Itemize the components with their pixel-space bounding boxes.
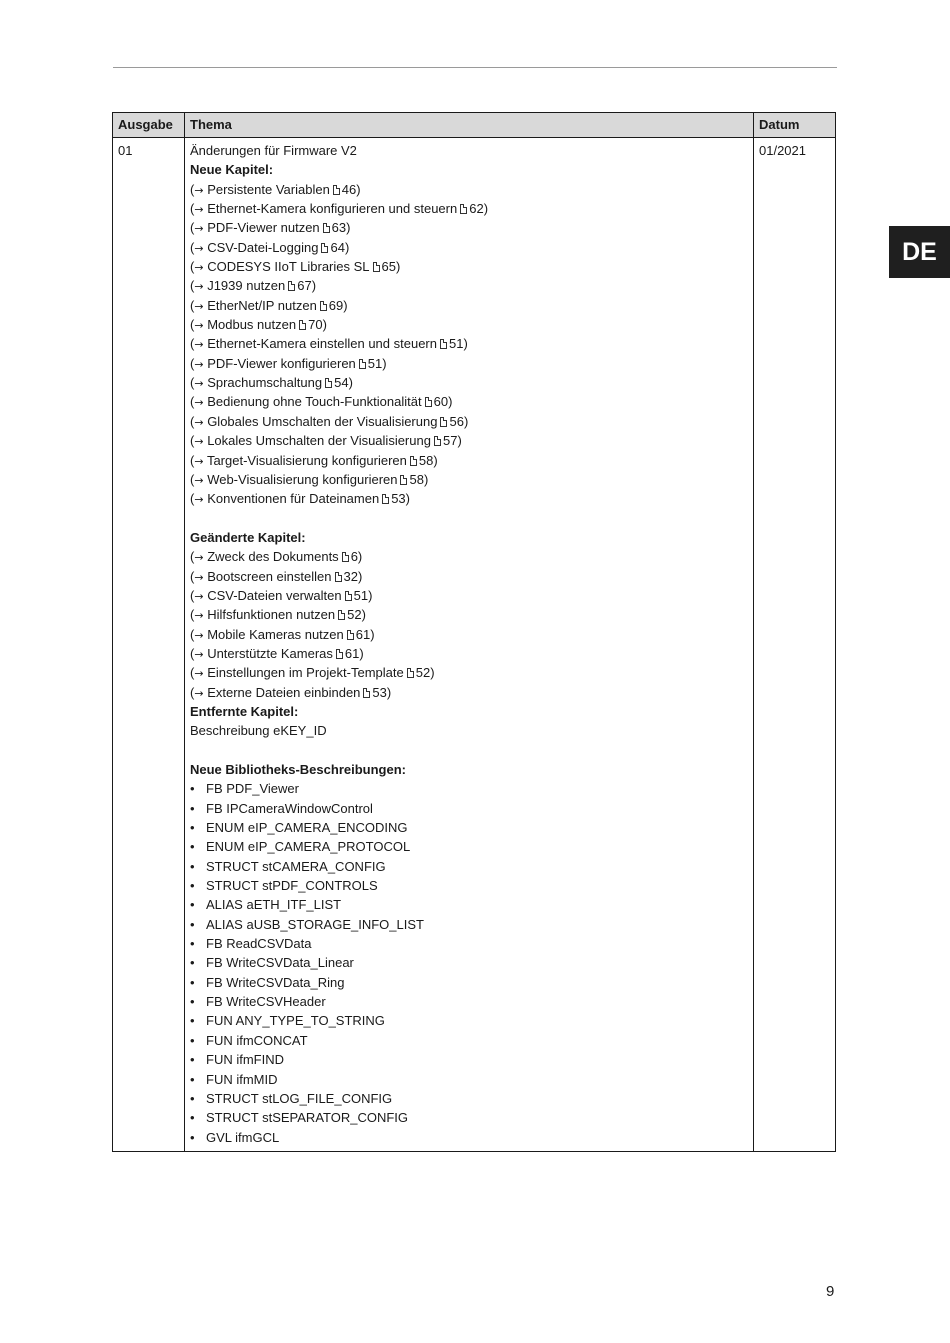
chapter-reference[interactable] [190, 354, 748, 373]
reference-page: 70 [308, 317, 323, 333]
paren-open: ( [190, 239, 195, 255]
page-icon [347, 630, 354, 640]
chapter-reference[interactable] [190, 683, 748, 702]
paren-close: ) [356, 181, 361, 197]
arrow-icon: → [194, 280, 204, 294]
chapter-reference[interactable] [190, 663, 748, 682]
library-name: STRUCT stCAMERA_CONFIG [206, 858, 386, 874]
list-item [190, 992, 748, 1011]
arrow-icon: → [194, 473, 204, 487]
list-item [190, 876, 748, 895]
chapter-reference[interactable] [190, 373, 748, 392]
reference-page: 53 [372, 684, 387, 700]
spacer [190, 509, 748, 528]
page-icon [338, 610, 345, 620]
chapter-reference[interactable] [190, 586, 748, 605]
paren-open: ( [190, 413, 195, 429]
reference-page: 57 [442, 433, 458, 449]
bullet-icon: • [190, 878, 195, 894]
reference-title: Hilfsfunktionen nutzen [207, 607, 336, 623]
paren-open: ( [190, 587, 195, 603]
bullet-icon: • [190, 936, 195, 952]
page-icon [359, 359, 366, 369]
reference-page: 63 [331, 220, 347, 236]
paren-open: ( [190, 181, 195, 197]
arrow-icon: → [194, 203, 204, 217]
reference-title: Bedienung ohne Touch-Funktionalität [207, 394, 422, 410]
paren-close: ) [430, 665, 435, 681]
chapter-reference[interactable] [190, 644, 748, 663]
chapter-reference[interactable] [190, 296, 748, 315]
list-item [190, 818, 748, 837]
library-name: ALIAS aUSB_STORAGE_INFO_LIST [206, 916, 424, 932]
paren-open: ( [190, 491, 195, 507]
library-name: STRUCT stPDF_CONTROLS [206, 878, 378, 894]
bullet-icon: • [190, 858, 195, 874]
chapter-reference[interactable] [190, 547, 748, 566]
bullet-icon: • [190, 1071, 195, 1087]
bullet-icon: • [190, 1032, 195, 1048]
paren-close: ) [463, 336, 468, 352]
paren-close: ) [395, 259, 401, 275]
removed-heading: Entfernte Kapitel: [190, 703, 299, 719]
library-name: FB WriteCSVData_Ring [206, 974, 345, 990]
page-icon [321, 243, 328, 253]
reference-title: Lokales Umschalten der Visualisierung [207, 433, 431, 449]
paren-open: ( [190, 665, 195, 681]
chapter-reference[interactable] [190, 470, 748, 489]
reference-page: 58 [418, 452, 434, 468]
reference-page: 60 [433, 394, 449, 410]
arrow-icon: → [194, 357, 204, 371]
page-icon [363, 688, 370, 698]
list-item [190, 1031, 748, 1050]
spacer [190, 741, 748, 760]
list-item [190, 934, 748, 953]
chapter-reference[interactable] [190, 180, 748, 199]
bullet-icon: • [190, 1110, 195, 1126]
arrow-icon: → [194, 299, 204, 313]
page-icon [333, 185, 340, 195]
list-item [190, 1108, 748, 1127]
list-item [190, 799, 748, 818]
list-item [190, 1070, 748, 1089]
header-thema: Thema [185, 113, 754, 138]
reference-page: 51 [353, 587, 369, 603]
paren-close: ) [448, 394, 453, 410]
page-icon [440, 417, 447, 427]
reference-title: Ethernet-Kamera konfigurieren und steuern [207, 201, 458, 217]
arrow-icon: → [194, 222, 204, 236]
paren-close: ) [382, 355, 387, 371]
chapter-reference[interactable] [190, 625, 748, 644]
paren-open: ( [190, 568, 195, 584]
arrow-icon: → [194, 454, 204, 468]
paren-open: ( [190, 336, 195, 352]
list-item [190, 779, 748, 798]
library-name: ENUM eIP_CAMERA_ENCODING [206, 820, 408, 836]
reference-page: 61 [355, 626, 371, 642]
list-item [190, 915, 748, 934]
paren-open: ( [190, 278, 195, 294]
paren-close: ) [348, 375, 353, 391]
removed-text: Beschreibung eKEY_ID [190, 723, 327, 739]
reference-title: Sprachumschaltung [207, 375, 323, 391]
reference-title: CSV-Dateien verwalten [207, 587, 342, 603]
arrow-icon: → [194, 241, 204, 255]
reference-page: 46 [341, 181, 357, 197]
paren-close: ) [346, 220, 351, 236]
page-number: 9 [826, 1283, 835, 1300]
arrow-icon: → [194, 396, 204, 410]
library-name: FB ReadCSVData [206, 936, 312, 952]
revision-table [112, 112, 836, 1152]
bullet-icon: • [190, 1052, 195, 1068]
chapter-reference[interactable] [190, 218, 748, 237]
paren-close: ) [457, 433, 462, 449]
paren-open: ( [190, 317, 195, 333]
libraries-heading: Neue Bibliotheks-Beschreibungen: [190, 762, 406, 777]
list-item [190, 837, 748, 856]
paren-close: ) [357, 549, 363, 565]
header-ausgabe: Ausgabe [113, 113, 185, 138]
reference-title: Target-Visualisierung konfigurieren [206, 452, 407, 468]
arrow-icon: → [194, 628, 204, 642]
arrow-icon: → [194, 589, 204, 603]
list-item [190, 857, 748, 876]
reference-title: PDF-Viewer nutzen [207, 220, 320, 236]
arrow-icon: → [194, 570, 204, 584]
page-icon [410, 456, 417, 466]
section-heading: Neue Kapitel: [190, 162, 274, 178]
arrow-icon: → [194, 435, 204, 449]
reference-title: Globales Umschalten der Visualisierung [207, 413, 438, 429]
list-item [190, 1011, 748, 1030]
reference-page: 32 [343, 568, 358, 584]
chapter-reference[interactable] [190, 238, 748, 257]
paren-open: ( [190, 259, 195, 275]
paren-close: ) [423, 471, 429, 487]
chapter-reference[interactable] [190, 315, 748, 334]
reference-page: 52 [347, 607, 362, 623]
library-name: FUN ifmFIND [206, 1052, 284, 1068]
paren-close: ) [463, 413, 469, 429]
list-item [190, 1128, 748, 1147]
paren-open: ( [190, 355, 195, 371]
chapter-reference[interactable] [190, 334, 748, 353]
bullet-icon: • [190, 916, 195, 932]
library-name: FB IPCameraWindowControl [206, 800, 373, 816]
arrow-icon: → [194, 377, 204, 391]
paren-open: ( [190, 297, 195, 313]
reference-page: 54 [334, 375, 349, 391]
arrow-icon: → [194, 493, 204, 507]
list-item [190, 973, 748, 992]
arrow-icon: → [194, 686, 204, 700]
page-icon [320, 301, 327, 311]
arrow-icon: → [194, 667, 204, 681]
reference-title: CODESYS IIoT Libraries SL [207, 259, 370, 275]
chapter-reference[interactable] [190, 199, 748, 218]
library-name: ENUM eIP_CAMERA_PROTOCOL [206, 839, 411, 855]
bullet-icon: • [190, 781, 195, 797]
paren-open: ( [190, 626, 195, 642]
reference-title: J1939 nutzen [207, 278, 286, 294]
reference-page: 53 [391, 491, 406, 507]
section-heading: Geänderte Kapitel: [190, 529, 306, 545]
chapter-reference[interactable] [190, 431, 748, 450]
library-name: FB WriteCSVData_Linear [206, 955, 354, 971]
cell-datum [754, 138, 836, 1152]
arrow-icon: → [194, 338, 204, 352]
bullet-icon: • [190, 1129, 195, 1145]
chapter-reference[interactable] [190, 392, 748, 411]
page-icon [325, 378, 332, 388]
list-item [190, 895, 748, 914]
header-datum: Datum [754, 113, 836, 138]
chapter-reference[interactable] [190, 412, 748, 431]
paren-open: ( [190, 201, 195, 217]
bullet-icon: • [190, 955, 195, 971]
page-icon [335, 572, 342, 582]
paren-close: ) [483, 201, 489, 217]
chapter-reference[interactable] [190, 489, 748, 508]
bullet-icon: • [190, 1013, 195, 1029]
page-icon [440, 339, 447, 349]
page-icon [345, 591, 352, 601]
cell-ausgabe [113, 138, 185, 1152]
reference-page: 6 [350, 549, 358, 565]
paren-close: ) [357, 568, 363, 584]
paren-close: ) [368, 587, 373, 603]
paren-close: ) [343, 297, 348, 313]
paren-close: ) [405, 491, 411, 507]
reference-page: 62 [469, 201, 484, 217]
list-item [190, 953, 748, 972]
arrow-icon: → [194, 609, 204, 623]
page-icon [299, 320, 306, 330]
chapter-reference[interactable] [190, 257, 748, 276]
library-name: FB PDF_Viewer [206, 781, 299, 797]
chapter-sections [190, 160, 748, 702]
arrow-icon: → [194, 183, 204, 197]
bullet-icon: • [190, 839, 195, 855]
reference-title: Modbus nutzen [207, 317, 297, 333]
reference-page: 65 [381, 259, 396, 275]
reference-page: 51 [367, 355, 383, 371]
reference-title: Unterstützte Kameras [207, 645, 333, 661]
page-icon [288, 281, 295, 291]
ausgabe-value: 01 [118, 143, 133, 158]
paren-open: ( [190, 607, 195, 623]
paren-open: ( [190, 394, 195, 410]
bullet-icon: • [190, 800, 195, 816]
library-name: FUN ifmCONCAT [206, 1032, 308, 1048]
language-tab: DE [889, 226, 950, 278]
paren-open: ( [190, 645, 195, 661]
paren-open: ( [190, 471, 195, 487]
reference-title: Persistente Variablen [207, 181, 330, 197]
library-name: ALIAS aETH_ITF_LIST [206, 897, 342, 913]
reference-title: CSV-Datei-Logging [207, 239, 319, 255]
table-row [113, 138, 836, 1152]
reference-title: Konventionen für Dateinamen [207, 491, 380, 507]
paren-close: ) [386, 684, 392, 700]
reference-title: EtherNet/IP nutzen [207, 297, 317, 313]
library-name: FUN ifmMID [206, 1071, 278, 1087]
list-item [190, 1089, 748, 1108]
paren-close: ) [361, 607, 366, 623]
bullet-icon: • [190, 974, 195, 990]
library-name: FUN ANY_TYPE_TO_STRING [206, 1013, 385, 1029]
paren-close: ) [370, 626, 375, 642]
chapter-reference[interactable] [190, 567, 748, 586]
reference-title: Ethernet-Kamera einstellen und steuern [207, 336, 437, 352]
reference-title: Zweck des Dokuments [207, 549, 339, 565]
library-name: GVL ifmGCL [206, 1129, 280, 1145]
paren-open: ( [190, 549, 195, 565]
paren-close: ) [344, 239, 350, 255]
list-item [190, 1050, 748, 1069]
reference-title: Bootscreen einstellen [207, 568, 332, 584]
arrow-icon: → [194, 551, 204, 565]
page-icon [400, 475, 407, 485]
bullet-icon: • [190, 1090, 195, 1106]
page-icon [373, 262, 380, 272]
arrow-icon: → [194, 319, 204, 333]
chapter-reference[interactable] [190, 276, 748, 295]
page-icon [382, 494, 389, 504]
reference-page: 56 [449, 413, 464, 429]
reference-page: 61 [344, 645, 360, 661]
bullet-icon: • [190, 820, 195, 836]
chapter-reference[interactable] [190, 451, 748, 470]
paren-open: ( [190, 684, 195, 700]
page-icon [460, 204, 467, 214]
reference-page: 69 [328, 297, 344, 313]
arrow-icon: → [194, 415, 204, 429]
reference-title: Mobile Kameras nutzen [207, 626, 344, 642]
page-icon [323, 223, 330, 233]
paren-close: ) [322, 317, 327, 333]
library-list [190, 779, 748, 1147]
reference-page: 51 [449, 336, 464, 352]
paren-open: ( [190, 375, 195, 391]
paren-close: ) [359, 645, 364, 661]
page-icon [434, 436, 441, 446]
page-icon [407, 668, 414, 678]
chapter-reference[interactable] [190, 605, 748, 624]
top-rule [113, 67, 837, 68]
paren-open: ( [190, 433, 195, 449]
page-icon [336, 649, 343, 659]
reference-page: 58 [409, 471, 424, 487]
paren-open: ( [190, 452, 195, 468]
bullet-icon: • [190, 994, 195, 1010]
reference-page: 64 [330, 239, 345, 255]
library-name: STRUCT stSEPARATOR_CONFIG [206, 1110, 409, 1126]
library-name: FB WriteCSVHeader [206, 994, 326, 1010]
reference-title: Externe Dateien einbinden [207, 684, 361, 700]
paren-close: ) [433, 452, 438, 468]
reference-title: Web-Visualisierung konfigurieren [207, 471, 398, 487]
page-icon [425, 397, 432, 407]
cell-thema [185, 138, 754, 1152]
datum-value: 01/2021 [759, 143, 806, 158]
paren-close: ) [311, 278, 317, 294]
table-header-row [113, 113, 836, 138]
arrow-icon: → [194, 261, 204, 275]
library-name: STRUCT stLOG_FILE_CONFIG [206, 1090, 393, 1106]
reference-title: Einstellungen im Projekt-Template [207, 665, 404, 681]
paren-open: ( [190, 220, 195, 236]
reference-page: 67 [297, 278, 312, 294]
bullet-icon: • [190, 897, 195, 913]
reference-title: PDF-Viewer konfigurieren [207, 355, 356, 371]
page-icon [342, 552, 349, 562]
arrow-icon: → [194, 647, 204, 661]
reference-page: 52 [415, 665, 431, 681]
change-title: Änderungen für Firmware V2 [190, 143, 357, 158]
